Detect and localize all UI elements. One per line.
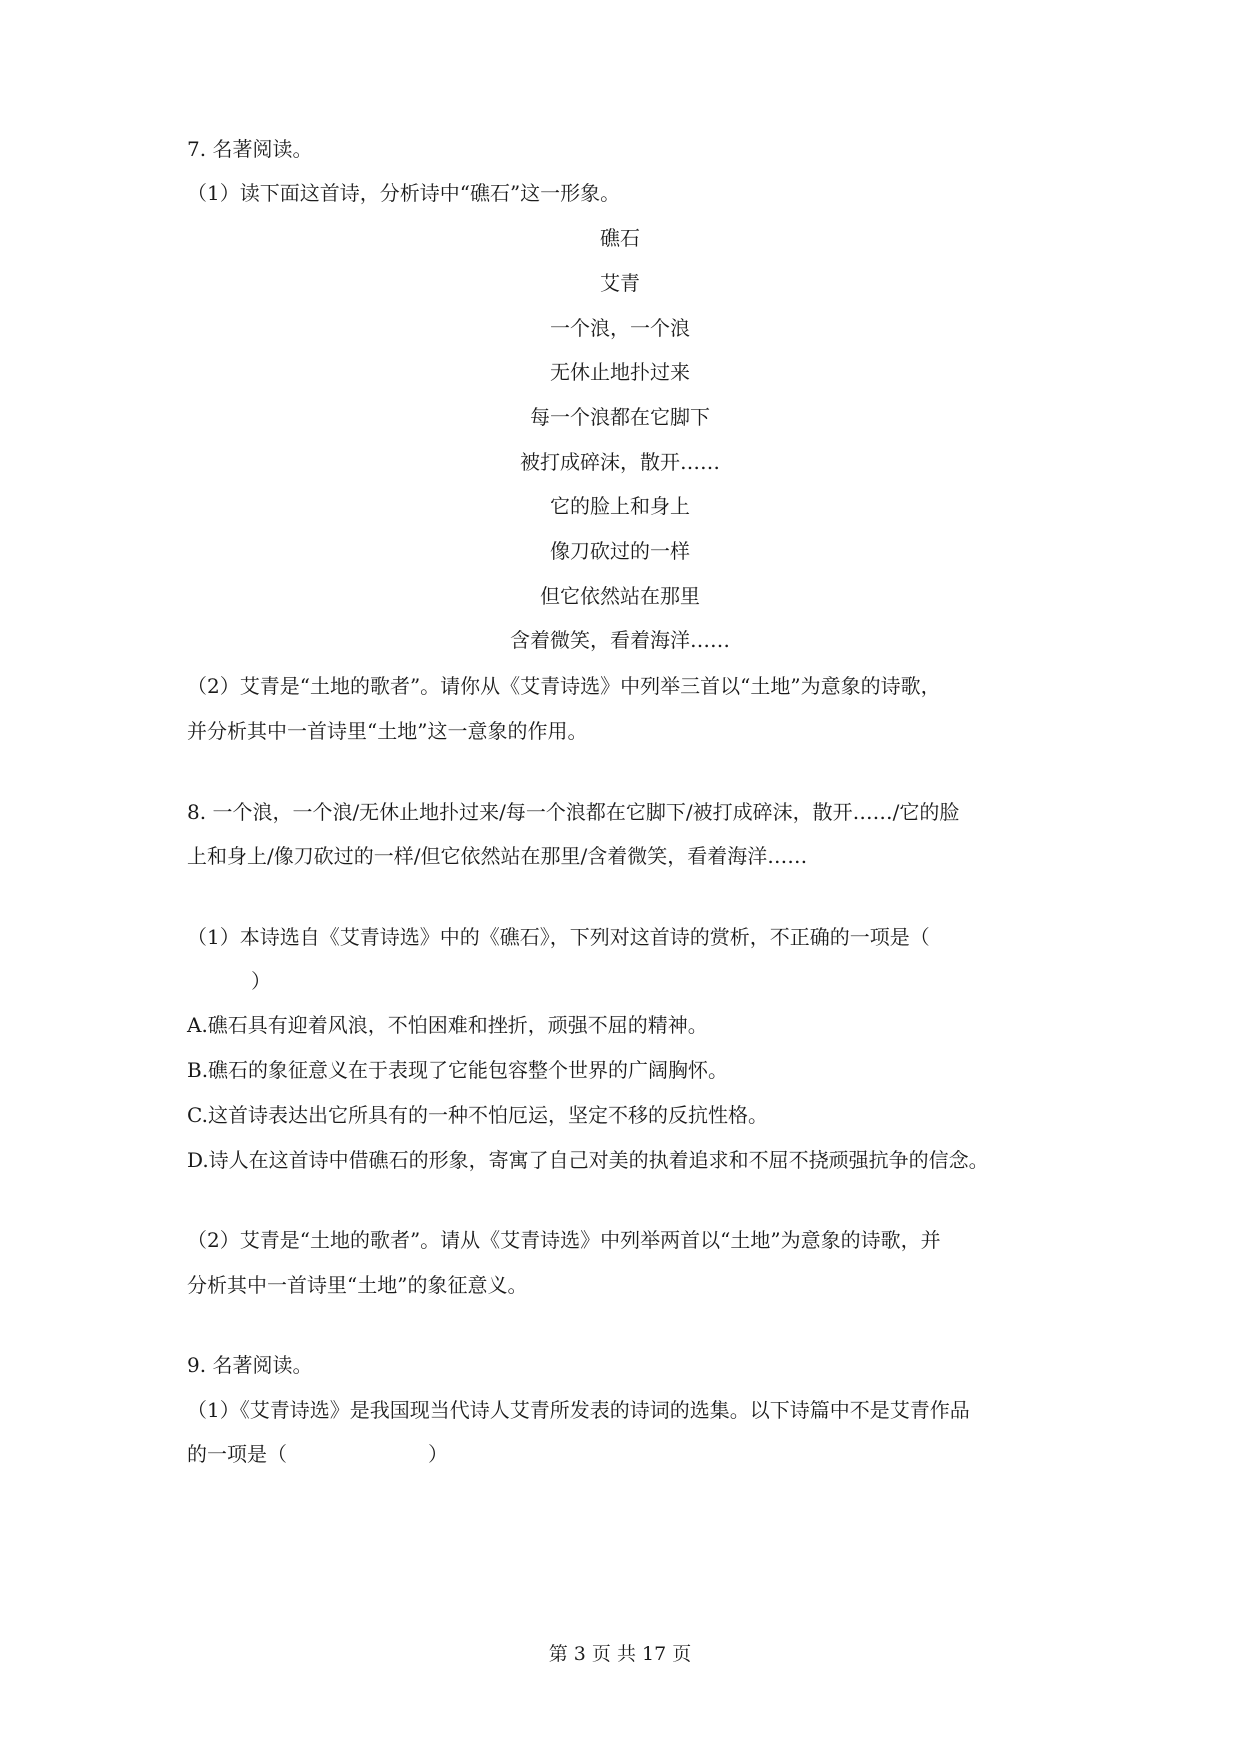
q7-part2-line: （2）艾青是“土地的歌者”。请你从《艾青诗选》中列举三首以“土地”为意象的诗歌， (187, 674, 941, 698)
poem-line: 像刀砍过的一样 (550, 539, 690, 563)
q8-heading-line: 上和身上/像刀砍过的一样/但它依然站在那里/含着微笑，看着海洋…… (187, 844, 808, 868)
q7-heading: 7. 名著阅读。 (187, 137, 313, 161)
q8-part2-line: 分析其中一首诗里“土地”的象征意义。 (187, 1273, 528, 1297)
option-a: A.礁石具有迎着风浪，不怕困难和挫折，顽强不屈的精神。 (187, 1013, 708, 1037)
q9-heading: 9. 名著阅读。 (187, 1353, 313, 1377)
q8-heading-line: 8. 一个浪，一个浪/无休止地扑过来/每一个浪都在它脚下/被打成碎沫，散开……/它的脸 (187, 800, 960, 824)
poem-title: 礁石 (600, 226, 640, 250)
q7-part1: （1）读下面这首诗，分析诗中“礁石”这一形象。 (187, 181, 621, 205)
q8-part1-line: （1）本诗选自《艾青诗选》中的《礁石》，下列对这首诗的赏析，不正确的一项是（ (187, 925, 930, 949)
poem-line: 被打成碎沫，散开…… (520, 450, 720, 474)
option-d: D.诗人在这首诗中借礁石的形象，寄寓了自己对美的执着追求和不屈不挠顽强抗争的信念。 (187, 1148, 989, 1172)
option-c: C.这首诗表达出它所具有的一种不怕厄运，坚定不移的反抗性格。 (187, 1103, 768, 1127)
poem-line: 含着微笑，看着海洋…… (510, 628, 730, 652)
q9-part1-line: （1）《艾青诗选》是我国现当代诗人艾青所发表的诗词的选集。以下诗篇中不是艾青作品 (187, 1398, 970, 1422)
q8-part1-paren: ） (251, 969, 271, 993)
q7-part2-line: 并分析其中一首诗里“土地”这一意象的作用。 (187, 719, 588, 743)
q8-part2-line: （2）艾青是“土地的歌者”。请从《艾青诗选》中列举两首以“土地”为意象的诗歌，并 (187, 1228, 941, 1252)
poem-line: 但它依然站在那里 (540, 584, 700, 608)
page-number: 第 3 页 共 17 页 (548, 1643, 692, 1665)
poem-line: 每一个浪都在它脚下 (530, 405, 710, 429)
poem-line: 无休止地扑过来 (550, 360, 690, 384)
poem-author: 艾青 (600, 271, 640, 295)
q9-part1-paren: ） (428, 1442, 448, 1466)
poem-line: 一个浪，一个浪 (550, 316, 690, 340)
poem-line: 它的脸上和身上 (550, 494, 690, 518)
option-b: B.礁石的象征意义在于表现了它能包容整个世界的广阔胸怀。 (187, 1058, 729, 1082)
q9-part1-line: 的一项是（ (187, 1442, 287, 1466)
